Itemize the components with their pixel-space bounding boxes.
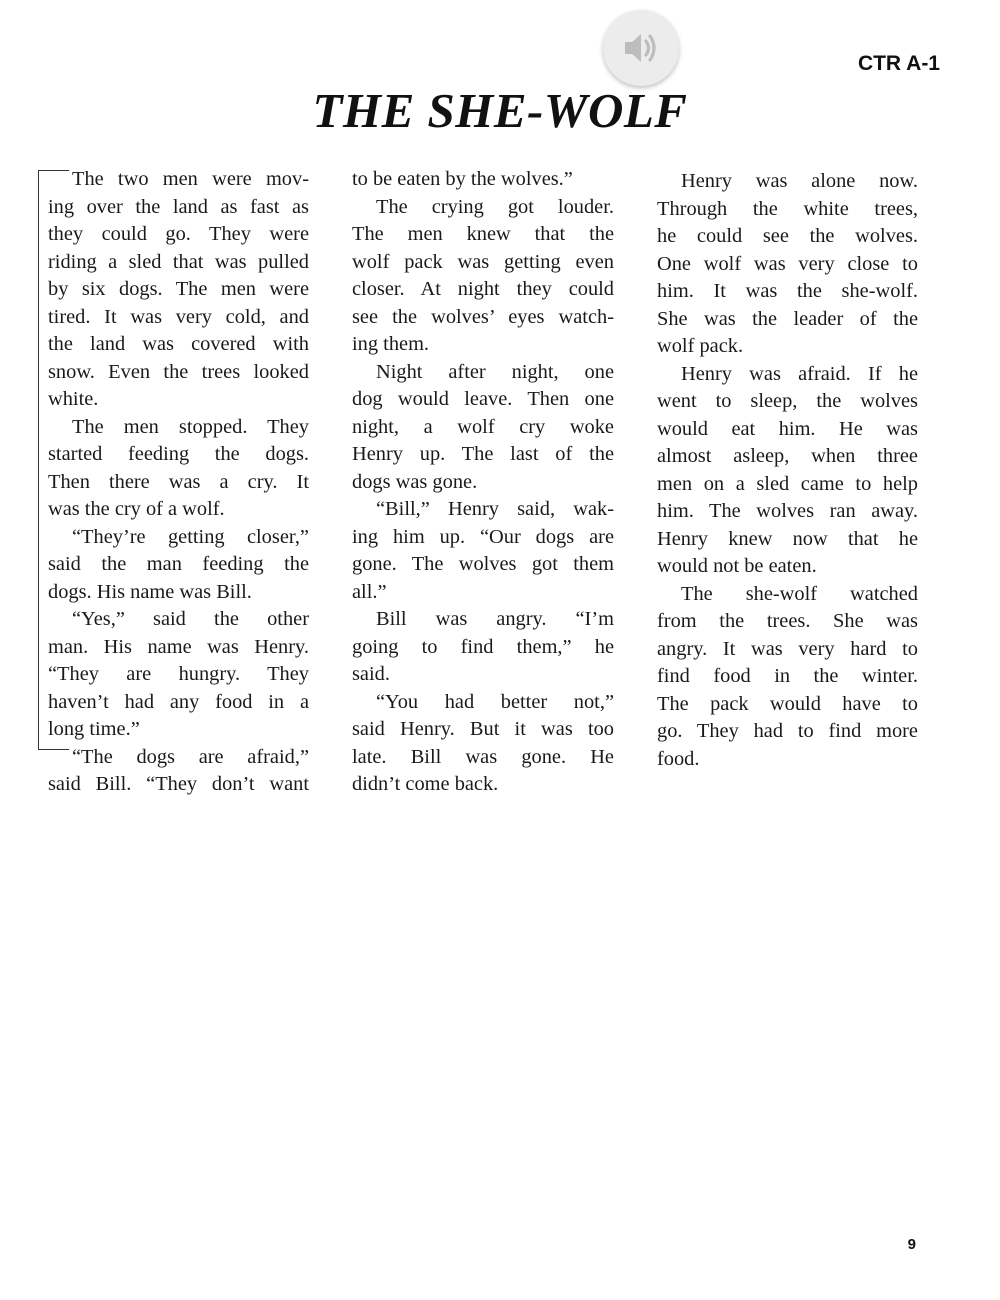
text-line: long time.” [48,718,140,740]
text-line: dogs was gone. [352,470,478,493]
text-line: would not be eaten. [657,555,817,577]
text-line: him. It was the she-wolf. [657,280,918,302]
text-line: find food in the winter. [657,665,918,687]
text-line: men on a sled came to help [657,472,918,495]
text-line: tired. It was very cold, and [48,305,309,328]
text-line: go. They had to find more [657,720,918,742]
text-line: by six dogs. The men were [48,278,309,300]
text-line: from the trees. She was [657,610,918,632]
page-number: 9 [907,1236,916,1253]
text-line: The men knew that the [352,223,614,245]
text-line: dogs. His name was Bill. [48,580,252,603]
text-line: angry. It was very hard to [657,637,918,660]
text-line: closer. At night they could [352,278,614,300]
text-line: One wolf was very close to [657,252,918,275]
text-line: they could go. They were [48,223,309,245]
text-line: Henry was alone now. [681,170,918,192]
text-line: said the man feeding the [48,553,309,575]
text-line: him. The wolves ran away. [657,500,918,522]
text-line: food. [657,747,700,770]
text-line: Then there was a cry. It [48,470,309,493]
text-line: dog would leave. Then one [352,388,614,410]
text-line: riding a sled that was pulled [48,250,309,273]
audio-play-button[interactable] [603,10,679,86]
text-line: ing them. [352,333,430,355]
story-column-3 [657,168,918,773]
page-title: THE SHE-WOLF [312,83,688,138]
text-line: almost asleep, when three [657,445,918,467]
text-line: Henry was afraid. If he [681,362,918,385]
text-line: night, a wolf cry woke [352,415,614,438]
text-line: going to find them,” he [352,635,614,658]
text-line: ing over the land as fast as [48,195,309,218]
text-line: said Bill. “They don’t want [48,773,309,795]
text-line: man. His name was Henry. [48,635,309,658]
text-line: The she-wolf watched [681,582,918,605]
text-line: “Yes,” said the other [72,608,309,630]
text-line: “They’re getting closer,” [72,525,309,548]
text-line: the land was covered with [48,333,309,355]
text-line: Night after night, one [376,360,614,383]
text-line: “The dogs are afraid,” [72,745,309,768]
text-line: white. [48,388,99,410]
text-line: said Henry. But it was too [352,718,614,740]
story-column-1 [48,166,309,799]
text-line: wolf pack. [657,335,744,357]
text-line: The pack would have to [657,692,918,715]
text-line: The crying got louder. [376,195,614,218]
text-line: The two men were mov- [72,168,309,190]
text-line: She was the leader of the [657,307,918,330]
text-line: didn’t come back. [352,773,499,795]
text-line: haven’t had any food in a [48,690,309,713]
lesson-code: CTR A-1 [857,52,940,75]
text-line: wolf pack was getting even [352,250,614,273]
text-line: Henry knew now that he [657,527,918,550]
text-line: Henry up. The last of the [352,443,614,465]
text-line: Bill was angry. “I’m [376,608,614,630]
text-line: was the cry of a wolf. [48,498,225,520]
text-line: see the wolves’ eyes watch- [352,305,614,328]
text-line: went to sleep, the wolves [657,390,918,412]
text-line: to be eaten by the wolves.” [352,168,573,190]
text-line: late. Bill was gone. He [352,745,614,768]
text-line: “They are hungry. They [48,663,309,685]
text-line: he could see the wolves. [657,225,918,247]
text-line: started feeding the dogs. [48,443,309,465]
text-line: The men stopped. They [72,415,309,438]
text-line: “You had better not,” [376,690,614,713]
text-line: said. [352,663,390,685]
text-line: snow. Even the trees looked [48,360,309,383]
text-line: would eat him. He was [657,417,918,440]
text-line: “Bill,” Henry said, wak- [376,498,614,520]
text-line: all.” [352,580,387,603]
text-line: ing him up. “Our dogs are [352,525,614,548]
text-line: gone. The wolves got them [352,553,614,575]
text-line: Through the white trees, [657,197,918,220]
speaker-icon [621,30,661,66]
story-column-2 [352,166,614,799]
